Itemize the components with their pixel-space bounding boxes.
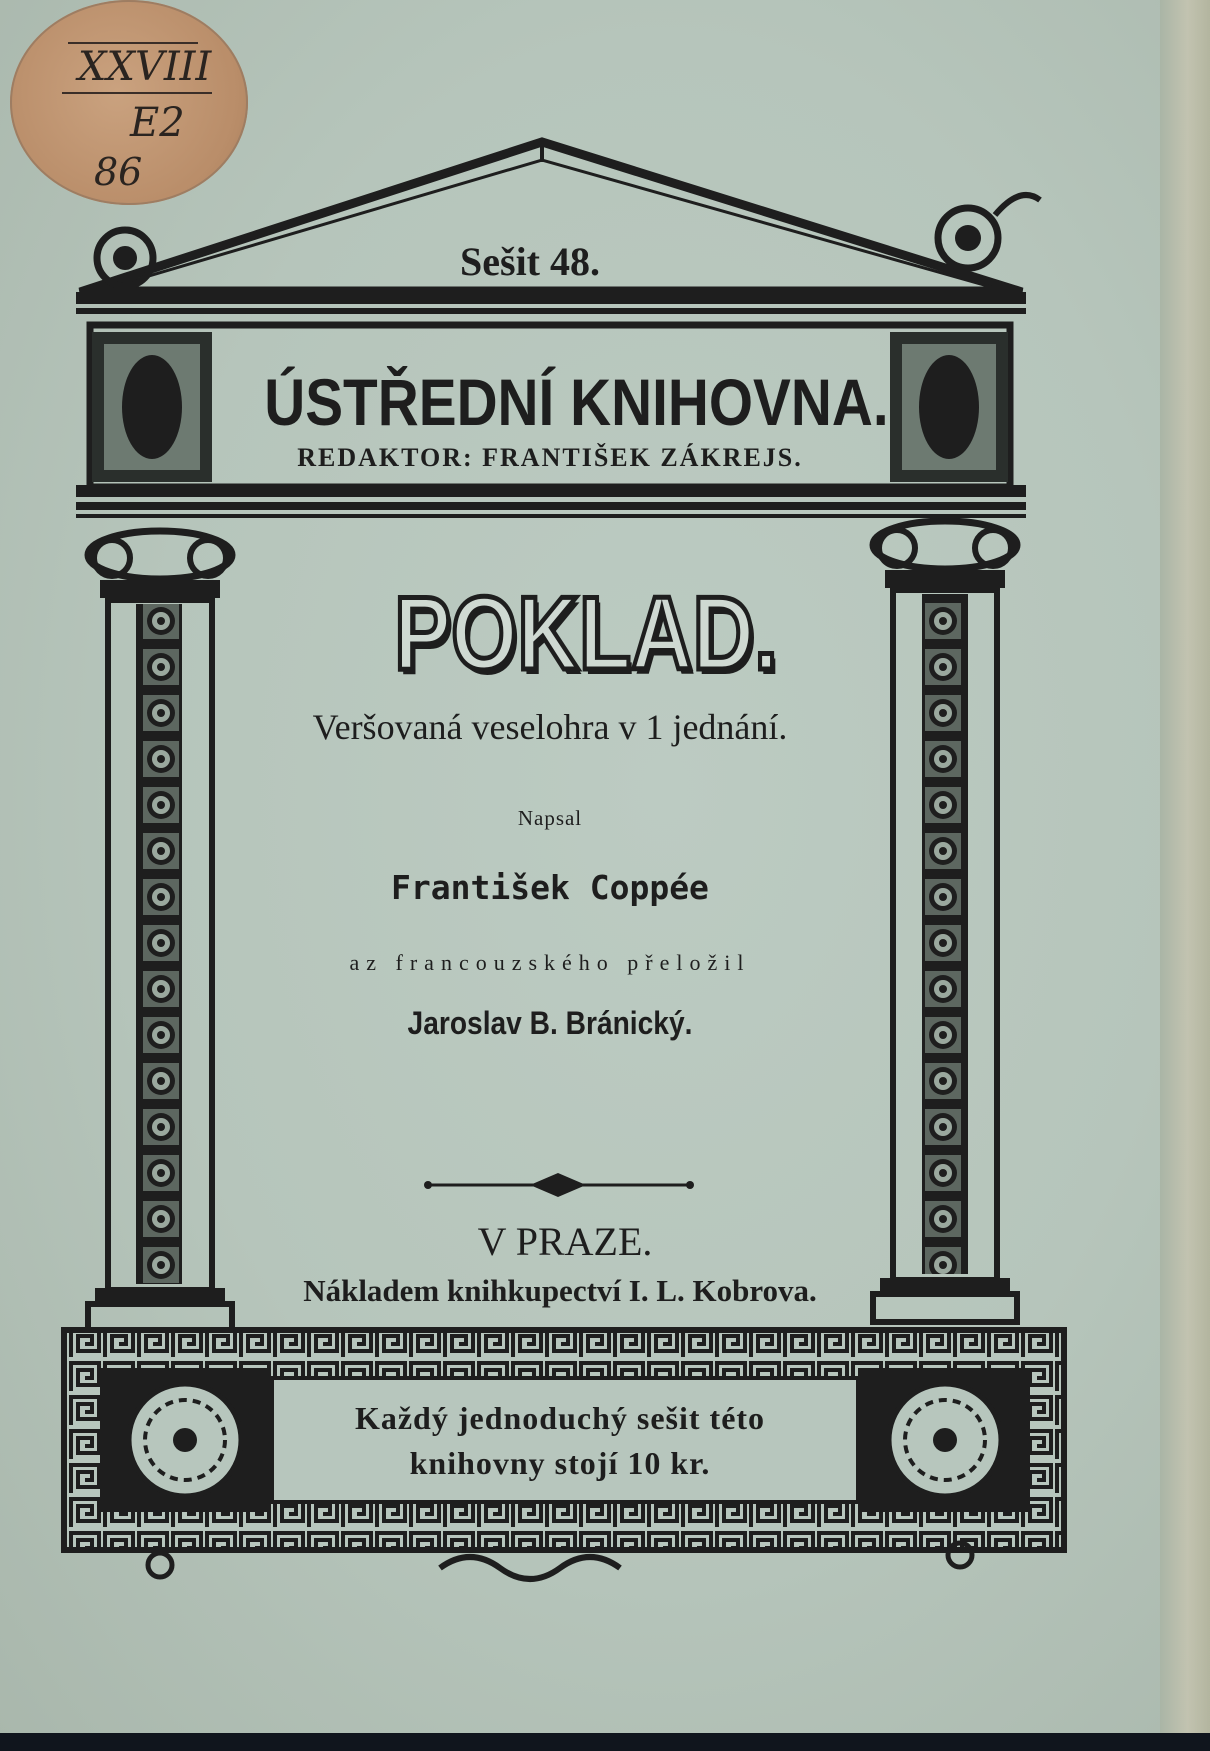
price-line-2: knihovny stojí 10 kr. (409, 1445, 711, 1481)
translated-label: az francouzského přeložil (349, 950, 751, 975)
price-line-1: Každý jednoduchý sešit této (354, 1400, 766, 1436)
publisher-line: Nákladem knihkupectví I. L. Kobrova. (303, 1273, 817, 1308)
left-column (88, 531, 232, 1332)
stamp-number: E2 (130, 100, 185, 146)
library-name: ÚSTŘEDNÍ KNIHOVNA. (264, 365, 889, 439)
wrote-label: Napsal (517, 806, 583, 830)
publication-place: V PRAZE. (477, 1219, 653, 1264)
stamp-shelfmark: XXVIII (78, 44, 212, 90)
divider-ornament (424, 1173, 694, 1197)
translator-name: Jaroslav B. Bránický. (407, 1005, 693, 1041)
editor-line: REDAKTOR: FRANTIŠEK ZÁKREJS. (297, 443, 803, 472)
book-title: POKLAD. (394, 576, 778, 692)
author-name: František Coppée (391, 868, 709, 907)
stamp-item: 86 (94, 150, 143, 194)
scan-border (0, 1733, 1210, 1751)
subtitle: Veršovaná veselohra v 1 jednání. (312, 707, 788, 747)
issue-number: Sešit 48. (460, 239, 600, 284)
library-stamp (10, 0, 248, 205)
right-column (873, 521, 1017, 1322)
